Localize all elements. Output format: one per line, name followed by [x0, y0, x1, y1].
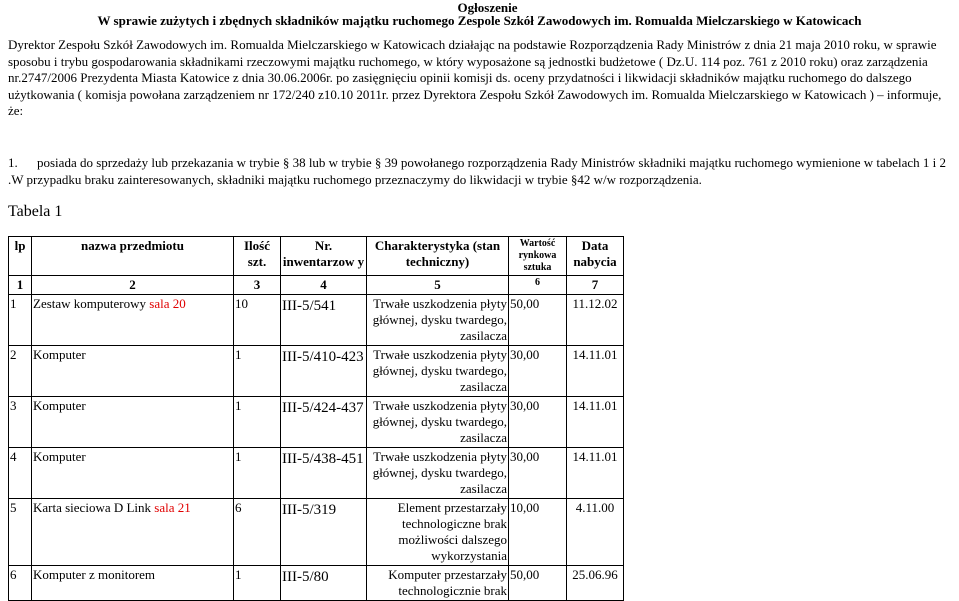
item-name: Zestaw komputerowy [33, 296, 150, 311]
column-number: 5 [367, 276, 509, 295]
room-label: sala 21 [154, 500, 191, 515]
table-title: Tabela 1 [8, 203, 63, 220]
cell-characteristics: Trwałe uszkodzenia płyty głównej, dysku twardego, zasilacza [367, 346, 509, 397]
header-characteristics: Charakterystyka (stan techniczny) [367, 237, 509, 276]
cell-name [32, 566, 234, 601]
table-row [9, 499, 624, 566]
item-name: Komputer z monitorem [33, 567, 156, 582]
cell-qty: 10 [234, 295, 281, 346]
notice-title: Ogłoszenie [457, 0, 518, 15]
cell-lp: 3 [9, 397, 32, 448]
table-row [9, 397, 624, 448]
cell-characteristics: Trwałe uszkodzenia płyty głównej, dysku twardego, zasilacza [367, 295, 509, 346]
cell-value: 50,00 [509, 295, 567, 346]
cell-value: 10,00 [509, 499, 567, 566]
cell-name [32, 397, 234, 448]
cell-inventory: III-5/319 [281, 499, 367, 566]
column-number: 1 [9, 276, 32, 295]
cell-name [32, 499, 234, 566]
cell-date: 11.12.02 [567, 295, 624, 346]
cell-value: 50,00 [509, 566, 567, 601]
cell-name [32, 448, 234, 499]
cell-characteristics: Trwałe uszkodzenia płyty głównej, dysku twardego, zasilacza [367, 448, 509, 499]
cell-qty: 6 [234, 499, 281, 566]
cell-inventory: III-5/438-451 [281, 448, 367, 499]
cell-qty: 1 [234, 346, 281, 397]
table-row [9, 295, 624, 346]
column-number: 7 [567, 276, 624, 295]
cell-name [32, 295, 234, 346]
notice-subtitle: W sprawie zużytych i zbędnych składników majątku ruchomego Zespole Szkół Zawodowych im. Romualda Mielczarskiego w Katowicach [97, 13, 862, 28]
header-date: Data nabycia [567, 237, 624, 276]
cell-date: 14.11.01 [567, 397, 624, 448]
cell-date: 14.11.01 [567, 448, 624, 499]
cell-qty: 1 [234, 397, 281, 448]
cell-lp: 1 [9, 295, 32, 346]
cell-value: 30,00 [509, 397, 567, 448]
table-row [9, 448, 624, 499]
table-row [9, 346, 624, 397]
header-name: nazwa przedmiotu [32, 237, 234, 276]
cell-qty: 1 [234, 448, 281, 499]
intro-paragraph: Dyrektor Zespołu Szkół Zawodowych im. Romualda Mielczarskiego w Katowicach działając na podstawie Rozporządzenia Rady Ministrów z dnia 21 maja 2010 roku, w sprawie sposobu i trybu gospodarowania składnikami rzeczowymi majątku ruchomego, w który wyposażone są jednostki budżetowe ( Dz.U. 114 poz. 761 z 2010 roku) oraz zarządzenia nr.2747/2006 Prezydenta Miasta Katowice z dnia 30.06.2006r. po zasięgnięciu opinii komisji ds. oceny przydatności i likwidacji składników majątku ruchomego do dalszego użytkowania ( komisja powołana zarządzeniem nr 172/240 z10.10 2011r. przez Dyrektora Zespołu Szkół Zawodowych im. Romualda Mielczarskiego w Katowicach ) – informuje, że: [8, 37, 942, 119]
column-number: 4 [281, 276, 367, 295]
cell-lp: 4 [9, 448, 32, 499]
header-qty: Ilość szt. [234, 237, 281, 276]
cell-characteristics: Element przestarzały technologiczne brak możliwości dalszego wykorzystania [367, 499, 509, 566]
item-name: Komputer [33, 449, 86, 464]
table-header-row [9, 237, 624, 276]
cell-inventory: III-5/80 [281, 566, 367, 601]
column-number: 3 [234, 276, 281, 295]
room-label: sala 20 [149, 296, 186, 311]
list-item-number: 1. [8, 155, 18, 170]
cell-date: 25.06.96 [567, 566, 624, 601]
header-value: Wartość rynkowa sztuka [509, 237, 567, 276]
item-name: Komputer [33, 398, 86, 413]
cell-characteristics: Trwałe uszkodzenia płyty głównej, dysku twardego, zasilacza [367, 397, 509, 448]
header-lp: lp [9, 237, 32, 276]
cell-date: 4.11.00 [567, 499, 624, 566]
item-name: Karta sieciowa D Link [33, 500, 155, 515]
column-numbers-row [9, 276, 624, 295]
column-number: 6 [509, 276, 567, 295]
cell-lp: 6 [9, 566, 32, 601]
cell-value: 30,00 [509, 448, 567, 499]
table-body [9, 295, 624, 601]
header-inventory: Nr. inwentarzow y [281, 237, 367, 276]
cell-inventory: III-5/541 [281, 295, 367, 346]
item-name: Komputer [33, 347, 86, 362]
cell-name [32, 346, 234, 397]
cell-characteristics: Komputer przestarzały technologicznie brak [367, 566, 509, 601]
column-number: 2 [32, 276, 234, 295]
cell-inventory: III-5/410-423 [281, 346, 367, 397]
assets-table [8, 236, 624, 601]
cell-date: 14.11.01 [567, 346, 624, 397]
cell-qty: 1 [234, 566, 281, 601]
cell-value: 30,00 [509, 346, 567, 397]
list-item-text: posiada do sprzedaży lub przekazania w trybie § 38 lub w trybie § 39 powołanego rozporządzenia Rady Ministrów składniki majątku ruchomego wymienione w tabelach 1 i 2 .W przypadku braku zainteresowanych, składniki majątku ruchomego przeznaczymy do likwidacji w trybie §42 w/w rozporządzenia. [8, 155, 947, 187]
table-row [9, 566, 624, 601]
cell-lp: 5 [9, 499, 32, 566]
cell-lp: 2 [9, 346, 32, 397]
cell-inventory: III-5/424-437 [281, 397, 367, 448]
